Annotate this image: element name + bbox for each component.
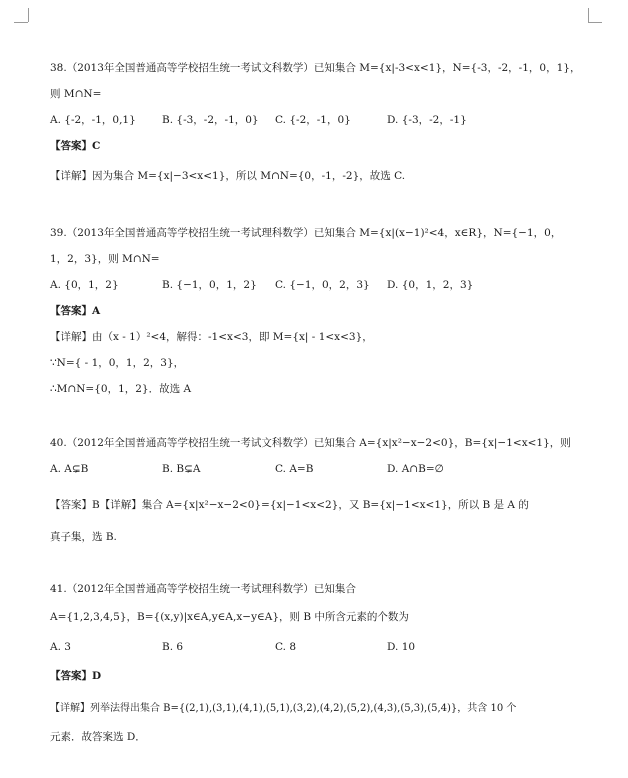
q38-stem-cont: 则 M∩N= [50, 88, 102, 100]
q38-answer: 【答案】C [50, 140, 101, 152]
q40-detail-1: 【答案】B【详解】集合 A={x|x²−x−2<0}={x|−1<x<2}，又 B={x|−1<x<1}，所以 B 是 A 的 [50, 499, 529, 511]
q40-option-b: B. B⊊A [162, 463, 201, 475]
q40-option-c: C. A=B [275, 463, 314, 475]
crop-mark-top-right-v [588, 8, 589, 22]
crop-mark-top-left-v [28, 8, 29, 22]
q39-answer: 【答案】A [50, 305, 101, 317]
q41-stem: 41.（2012年全国普通高等学校招生统一考试理科数学）已知集合 [50, 583, 356, 595]
q41-answer: 【答案】D [50, 670, 102, 682]
q41-detail-1: 【详解】列举法得出集合 B={(2,1),(3,1),(4,1),(5,1),(3,2),(4,2),(5,2),(4,3),(5,3),(5,4)}，共含 10 个 [50, 703, 517, 714]
q40-detail-2: 真子集，选 B. [50, 531, 117, 543]
q39-option-c: C. {−1，0，2，3} [275, 279, 370, 291]
q40-option-d: D. A∩B=∅ [387, 463, 444, 475]
q41-stem-cont: A={1,2,3,4,5}，B={(x,y)|x∈A,y∈A,x−y∈A}，则 B 中所含元素的个数为 [50, 611, 409, 623]
q41-detail-2: 元素．故答案选 D． [50, 731, 146, 743]
q39-stem-cont: 1，2，3}，则 M∩N= [50, 253, 160, 265]
q39-option-d: D. {0，1，2，3} [387, 279, 474, 291]
q41-option-a: A. 3 [50, 641, 71, 653]
q39-detail-1: 【详解】由（x - 1）²<4，解得：-1<x<3，即 M={x| - 1<x<3}， [50, 331, 373, 343]
q38-option-c: C. {-2，-1，0} [275, 114, 351, 126]
q39-stem: 39.（2013年全国普通高等学校招生统一考试理科数学）已知集合 M={x|(x−1)²<4，x∈R}，N={−1，0， [50, 227, 562, 239]
q39-option-a: A. {0，1，2} [50, 279, 119, 291]
q41-option-d: D. 10 [387, 641, 416, 653]
q41-option-b: B. 6 [162, 641, 184, 653]
q38-stem: 38.（2013年全国普通高等学校招生统一考试文科数学）已知集合 M={x|-3<x<1}，N={-3，-2，-1，0，1}， [50, 62, 581, 74]
q38-option-d: D. {-3，-2，-1} [387, 114, 467, 126]
q38-option-a: A. {-2，-1，0,1} [50, 114, 136, 126]
q39-detail-3: ∴M∩N={0，1，2}．故选 A [50, 383, 192, 395]
q40-option-a: A. A⊊B [50, 463, 89, 475]
q38-option-b: B. {-3，-2，-1，0} [162, 114, 259, 126]
q41-option-c: C. 8 [275, 641, 297, 653]
crop-mark-top-left-h [14, 22, 28, 23]
crop-mark-top-right-h [588, 22, 602, 23]
q40-stem: 40.（2012年全国普通高等学校招生统一考试文科数学）已知集合 A={x|x²−x−2<0}，B={x|−1<x<1}，则 [50, 437, 571, 449]
q38-detail: 【详解】因为集合 M={x|−3<x<1}，所以 M∩N={0，-1，-2}，故选 C. [50, 170, 406, 182]
q39-option-b: B. {−1，0，1，2} [162, 279, 257, 291]
q39-detail-2: ∵N={ - 1，0，1，2，3}， [50, 357, 185, 369]
